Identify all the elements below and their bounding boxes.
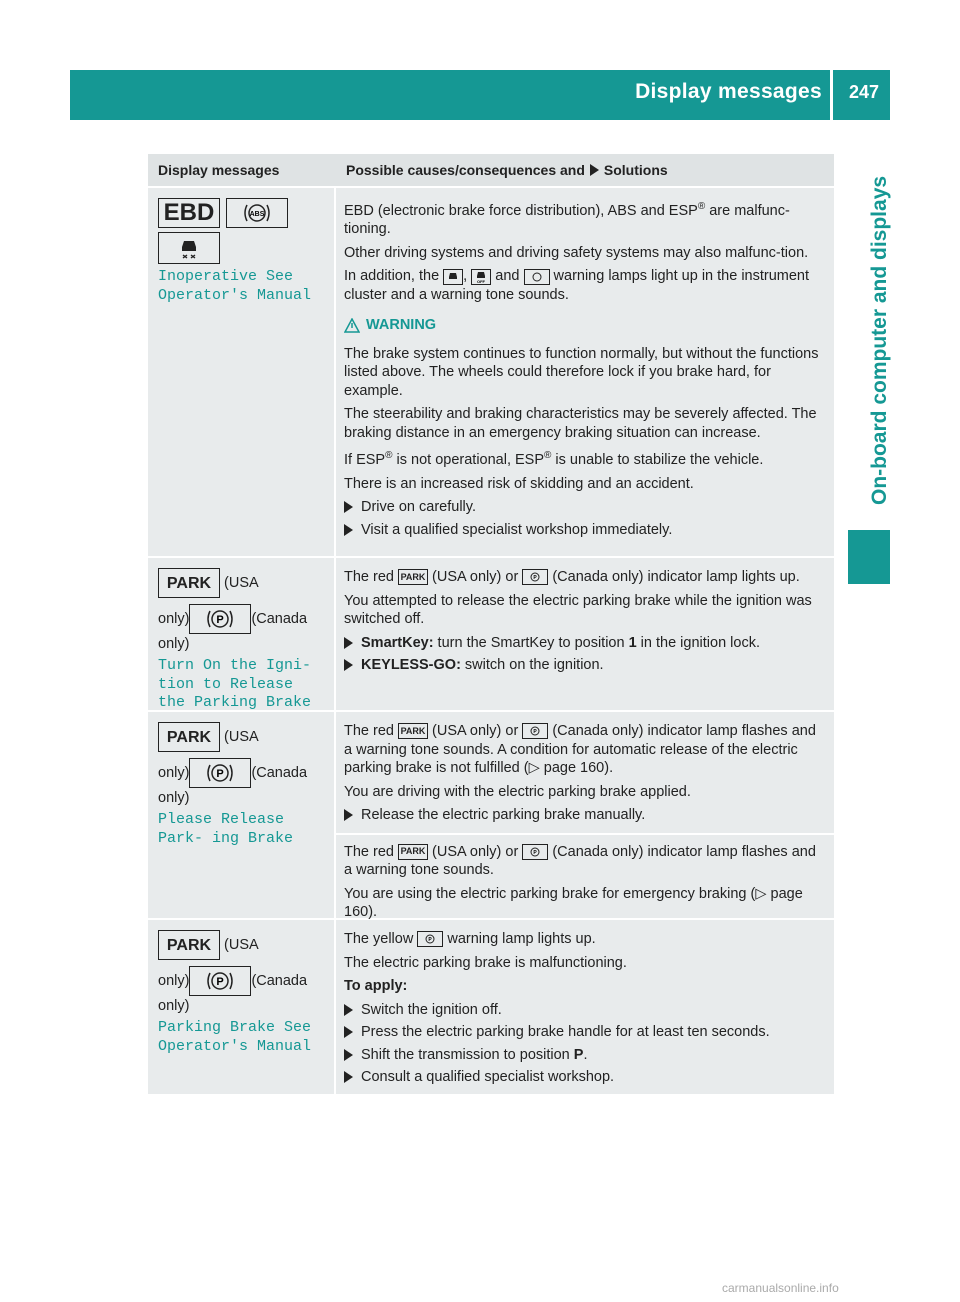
list-item: Release the electric parking brake manually. xyxy=(344,806,826,825)
abs-small-icon xyxy=(524,269,550,285)
arrow-right-icon xyxy=(590,164,599,176)
parking-brake-small-icon xyxy=(522,569,548,585)
page-ref-icon: ▷ xyxy=(755,885,767,902)
bullet-arrow-icon xyxy=(344,1071,353,1083)
svg-text:P: P xyxy=(533,575,537,582)
bullet-arrow-icon xyxy=(344,1049,353,1061)
list-item: Press the electric parking brake handle for at least ten seconds. xyxy=(344,1023,826,1042)
row-right: The red PARK (USA only) or P (Canada only) indicator lamp lights up. You attempted to release the electric parking brake while the ignition was switched off. SmartKey: turn the SmartKey to position 1 in the ignition lock. KEYLESS-GO: switch on the ignition. xyxy=(336,558,834,710)
parking-brake-icon xyxy=(189,966,251,996)
display-message: Parking Brake See Operator's Manual xyxy=(158,1019,312,1055)
parking-brake-small-icon xyxy=(522,844,548,860)
parking-brake-small-icon xyxy=(417,931,443,947)
warning-triangle-icon xyxy=(344,318,360,333)
table-row xyxy=(148,918,834,1094)
ebd-icon: EBD xyxy=(158,198,220,228)
list-item: KEYLESS-GO: switch on the ignition. xyxy=(344,656,826,675)
col-display-messages: Display messages xyxy=(158,162,280,178)
page-ref-icon: ▷ xyxy=(528,760,540,776)
list-item: Visit a qualified specialist workshop immediately. xyxy=(344,521,826,540)
bullet-arrow-icon xyxy=(344,659,353,671)
bullet-arrow-icon xyxy=(344,1026,353,1038)
table-row xyxy=(148,556,834,710)
display-message: Inoperative See Operator's Manual xyxy=(158,268,312,304)
display-message: Turn On the Igni- tion to Release the Parking Brake xyxy=(158,657,312,711)
park-icon: PARK xyxy=(158,722,220,752)
row-right: EBD (electronic brake force distribution), ABS and ESP® are malfunc-tioning. Other driving systems and driving safety systems may also malfunc-tion. In addition, the , OFF and warning lamps light up in the instrument cluster and a warning tone sounds. WARNING The brake system continues to function normally, but without the functions listed above. The wheels could therefore lock if you brake hard, for example. The steerability and braking characteristics may be severely affected. The braking distance in an emergency braking situation can increase. If ESP® is not operational, ESP® is unable to stabilize the vehicle. There is an increased risk of skidding and an accident. Drive on carefully. Visit a qualified specialist workshop immediately. xyxy=(336,188,834,556)
divider xyxy=(336,833,834,835)
page-number: 247 xyxy=(848,82,880,102)
list-item: Drive on carefully. xyxy=(344,498,826,517)
skid-icon xyxy=(443,269,463,285)
esp-off-icon xyxy=(471,269,491,285)
row-left xyxy=(148,188,336,556)
page-title: Display messages xyxy=(635,80,822,103)
park-icon: PARK xyxy=(158,930,220,960)
header-separator xyxy=(830,70,833,120)
section-label: On-board computer and displays xyxy=(868,175,891,505)
bullet-arrow-icon xyxy=(344,501,353,513)
warning-heading: WARNING xyxy=(344,316,826,335)
park-icon: PARK xyxy=(158,568,220,598)
list-item: Shift the transmission to position P. xyxy=(344,1046,826,1065)
bullet-arrow-icon xyxy=(344,1004,353,1016)
parking-brake-icon xyxy=(189,604,251,634)
abs-icon xyxy=(226,198,288,228)
parking-brake-small-icon xyxy=(522,723,548,739)
svg-text:P: P xyxy=(533,729,537,736)
list-item: Switch the ignition off. xyxy=(344,1001,826,1020)
svg-text:P: P xyxy=(533,849,537,856)
table-row xyxy=(148,710,834,918)
svg-text:OFF: OFF xyxy=(477,278,486,284)
park-small-icon: PARK xyxy=(398,723,428,739)
parking-brake-icon xyxy=(189,758,251,788)
table-header xyxy=(148,154,834,186)
svg-text:P: P xyxy=(428,937,433,944)
col-causes: Possible causes/consequences and Solutions xyxy=(346,162,668,178)
park-small-icon: PARK xyxy=(398,569,428,585)
esp-skid-icon xyxy=(158,232,220,264)
section-marker xyxy=(848,530,890,584)
svg-text:ABS: ABS xyxy=(249,211,265,218)
bullet-arrow-icon xyxy=(344,637,353,649)
list-item: Consult a qualified specialist workshop. xyxy=(344,1068,826,1087)
svg-text:P: P xyxy=(216,614,225,626)
svg-text:P: P xyxy=(216,768,225,780)
row-left: PARK (USA only) P (Canada only) Parking Brake See Operator's Manual xyxy=(148,920,336,1094)
display-message: Please Release Park- ing Brake xyxy=(158,811,294,847)
svg-text:P: P xyxy=(216,976,225,988)
list-item: SmartKey: turn the SmartKey to position 1 in the ignition lock. xyxy=(344,634,826,653)
row-left: PARK (USA only) P (Canada only) Please Release Park- ing Brake xyxy=(148,712,336,918)
display-messages-table xyxy=(148,154,834,1094)
bullet-arrow-icon xyxy=(344,524,353,536)
table-row xyxy=(148,186,834,556)
row-right: The red PARK (USA only) or P (Canada only) indicator lamp flashes and a warning tone sounds. A condition for automatic release of the electric parking brake is not fulfilled (▷ page 160). You are driving with the electric parking brake applied. Release the electric parking brake manually. The red PARK (USA only) or P (Canada only) indicator lamp flashes and a warning tone sounds. You are using the electric parking brake for emergency braking (▷ page 160). xyxy=(336,712,834,918)
bullet-arrow-icon xyxy=(344,809,353,821)
row-right: The yellow P warning lamp lights up. The electric parking brake is malfunctioning. To apply: Switch the ignition off. Press the electric parking brake handle for at least ten seconds. Shift the transmission to position P. Consult a qualified specialist workshop. xyxy=(336,920,834,1094)
row-left: PARK (USA only) P (Canada only) Turn On the Igni- tion to Release the Parking Brake xyxy=(148,558,336,710)
park-small-icon: PARK xyxy=(398,844,428,860)
watermark: carmanualsonline.info xyxy=(722,1281,839,1295)
